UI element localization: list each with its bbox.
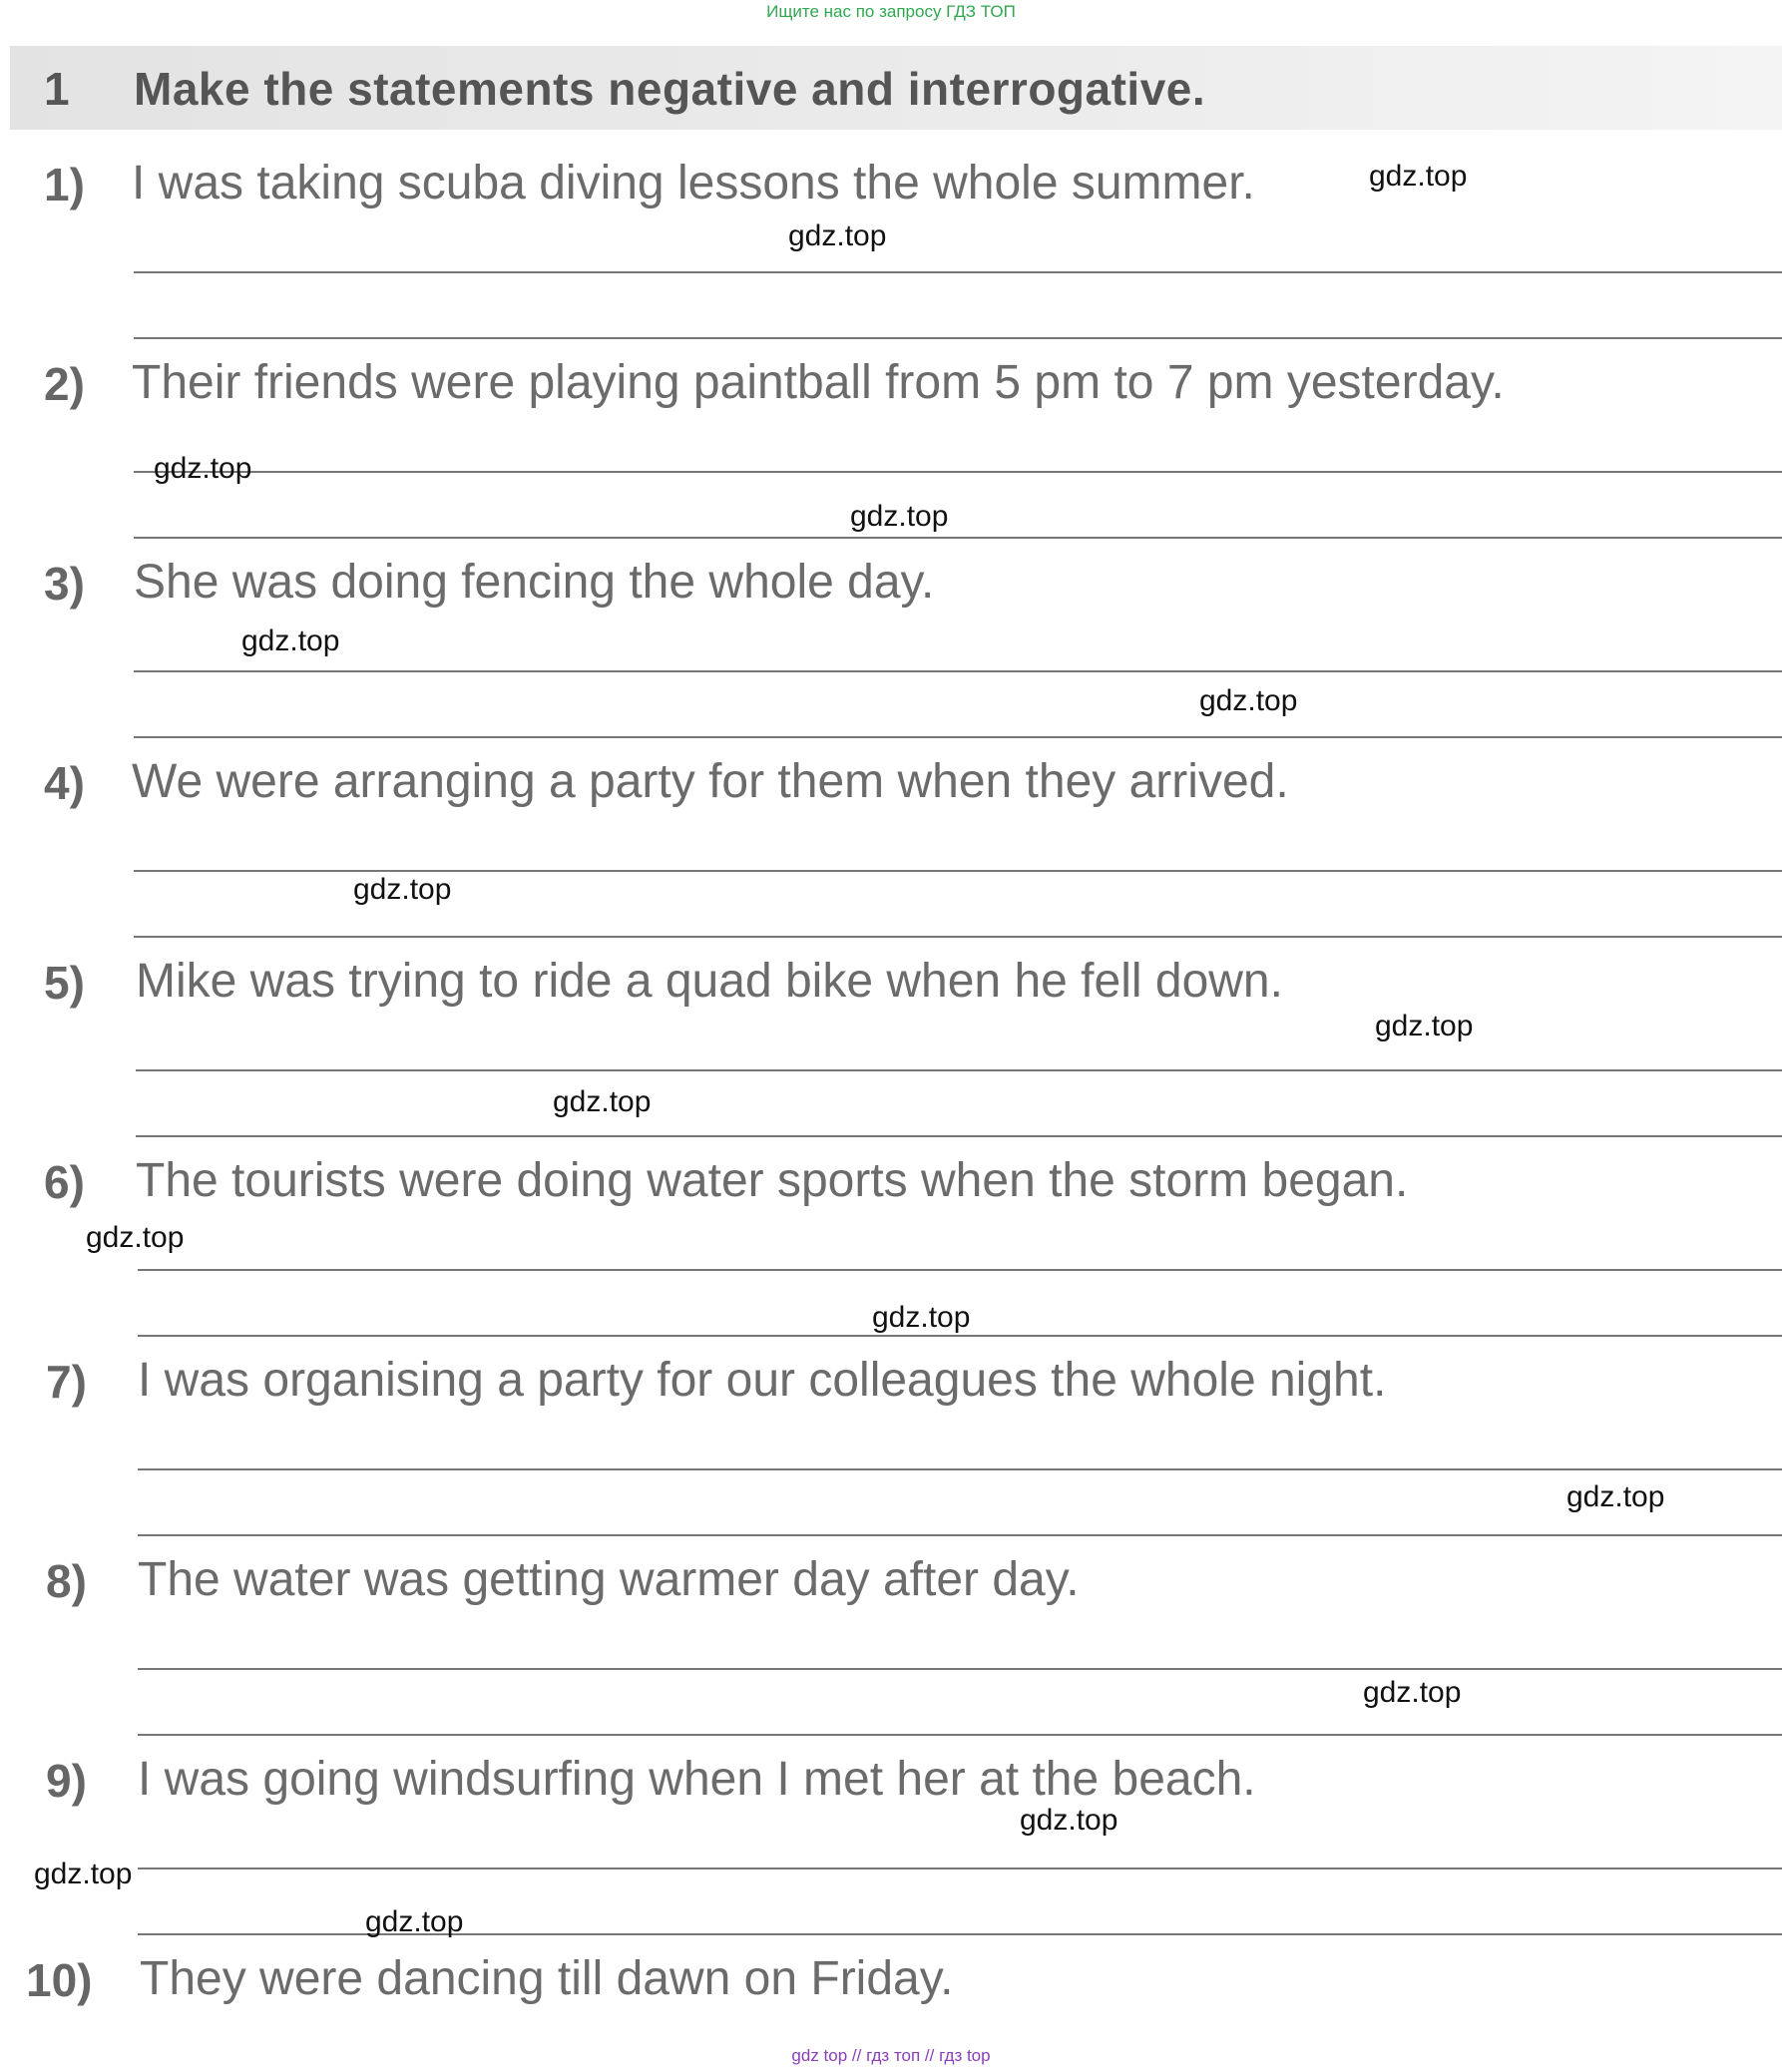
item-statement: The tourists were doing water sports when the storm began. [136,1154,1409,1207]
watermark: gdz.top [850,500,949,533]
item-statement: The water was getting warmer day after day. [138,1553,1080,1606]
item-statement: Mike was trying to ride a quad bike when he fell down. [136,955,1283,1008]
answer-line [138,1534,1782,1536]
watermark: gdz.top [1199,684,1298,717]
item-statement: I was going windsurfing when I met her at the beach. [138,1753,1256,1806]
answer-line [134,271,1782,273]
item-statement: They were dancing till dawn on Friday. [140,1952,954,2005]
answer-line [138,1734,1782,1736]
watermark: gdz.top [1375,1010,1474,1042]
answer-line [138,1468,1782,1470]
item-number: 5) [44,957,85,1009]
exercise-number: 1 [44,63,70,115]
watermark: gdz.top [1566,1480,1665,1513]
answer-line [138,1269,1782,1271]
item-number: 6) [44,1156,85,1208]
watermark: gdz.top [1363,1676,1462,1709]
answer-line [134,936,1782,938]
item-statement: I was taking scuba diving lessons the whole summer. [132,157,1255,209]
item-number: 4) [44,757,85,809]
item-number: 7) [46,1356,87,1408]
bottom-banner: gdz top // гдз топ // гдз top [791,2046,991,2065]
answer-line [138,1335,1782,1337]
item-number: 1) [44,159,85,210]
exercise-instruction: Make the statements negative and interrogative. [134,63,1206,115]
watermark: gdz.top [154,452,252,485]
watermark: gdz.top [34,1858,133,1890]
watermark: gdz.top [1369,160,1468,193]
watermark: gdz.top [872,1301,971,1334]
watermark: gdz.top [1020,1804,1118,1837]
item-number: 3) [44,558,85,610]
item-number: 2) [44,358,85,410]
item-statement: Their friends were playing paintball from 5 pm to 7 pm yesterday. [132,356,1505,409]
watermark: gdz.top [788,219,887,252]
item-statement: I was organising a party for our colleagues the whole night. [138,1354,1387,1407]
answer-line [134,337,1782,339]
answer-line [138,1867,1782,1869]
answer-line [138,1668,1782,1670]
answer-line [134,670,1782,672]
answer-line [134,537,1782,539]
watermark: gdz.top [553,1085,652,1118]
item-statement: We were arranging a party for them when they arrived. [132,755,1289,808]
answer-line [134,736,1782,738]
item-number: 10) [26,1954,93,2006]
top-banner: Ищите нас по запросу ГДЗ ТОП [766,2,1016,21]
answer-line [136,1069,1782,1071]
watermark: gdz.top [86,1221,185,1254]
watermark: gdz.top [365,1905,464,1938]
answer-line [136,1135,1782,1137]
answer-line [134,471,1782,473]
item-statement: She was doing fencing the whole day. [134,556,935,609]
watermark: gdz.top [241,624,340,657]
answer-line [134,870,1782,872]
item-number: 8) [46,1555,87,1607]
watermark: gdz.top [353,873,452,906]
item-number: 9) [46,1755,87,1807]
